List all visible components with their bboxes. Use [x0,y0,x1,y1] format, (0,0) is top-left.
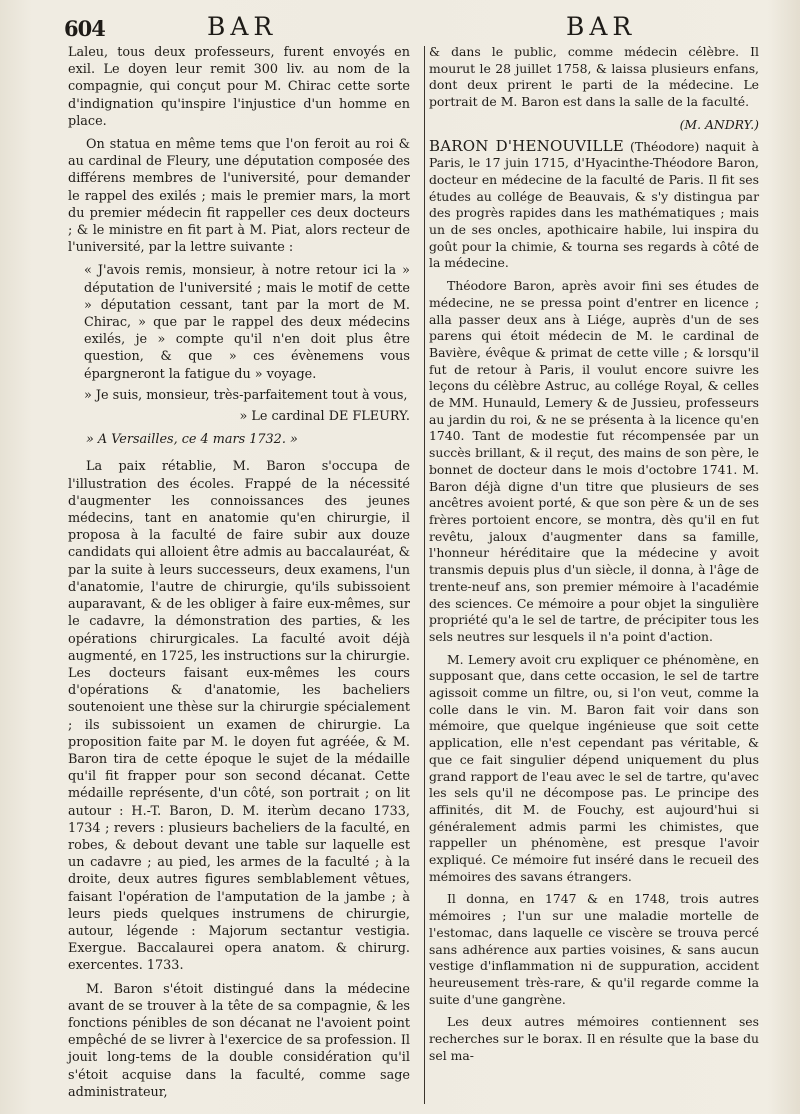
right-running-title: BAR [566,12,637,41]
paragraph: Les deux autres mémoires contiennent ses recherches sur le borax. Il en résulte que la base du sel ma- [429,1014,759,1063]
running-head [0,12,800,42]
quote-closing: » Je suis, monsieur, très-parfaitement tout à vous, [84,387,408,403]
letter-quote [68,262,410,404]
column-divider [424,46,425,1104]
left-column [68,44,410,1107]
entry [429,138,759,273]
left-running-title: BAR [207,12,278,41]
paragraph: M. Lemery avoit cru expliquer ce phénomène, en supposant que, dans cette occasion, le sel de tartre agissoit comme un filtre, ou, si l'on veut, comme la colle dans le vin. M. Baron fait voir dans son mémoire, que quelque ingénieuse que soit cette application, elle n'est cependant pas véritable, & que ce fait singulier dépend uniquement du plus grand rapport de l'eau avec le sel de tartre, qu'avec les sels qu'il ne décompose pas. Le principe des affinités, dit M. de Fouchy, est aujourd'hui si généralement admis parmi les chimistes, que rappeller un phénomène, est presque l'avoir expliqué. Ce mémoire fut inséré dans le recueil des mémoires des savans étrangers. [429,651,759,884]
paragraph: On statua en même tems que l'on feroit au roi & au cardinal de Fleury, une députation composée des différens membres de l'université, pour demander le rappel des exilés ; mais le premier mars, la mort du premier médecin fit rappeller ces deux docteurs ; & le ministre en fit part à M. Piat, alors recteur de l'université, par la lettre suivante : [68,137,410,256]
entry-heading: BARON D'HENOUVILLE [429,136,624,155]
letter-dateline: » A Versailles, ce 4 mars 1732. » [86,432,298,448]
right-column [429,44,759,1070]
paragraph: Théodore Baron, après avoir fini ses études de médecine, ne se pressa point d'entrer en licence ; alla passer deux ans à Liége, auprès d'un de ses parens qui étoit médecin de M. le cardinal de Bavière, évêque & primat de cette ville ; & lorsqu'il fut de retour à Paris, il voulut encore suivre les leçons du célèbre Astruc, au collége Royal, & celles de MM. Hunauld, Lemery & de Jussieu, professeurs au jardin du roi, & ne se présenta à la licence qu'en 1740. Tant de modestie fut récompensée par un succès brillant, & il reçut, des mains de son père, le bonnet de docteur dans le mois d'octobre 1741. M. Baron déjà digne d'un titre que plusieurs de ses ancêtres avoient porté, & que son père & un de ses frères portoient encore, se montra, dès qu'il en fut revêtu, jaloux d'augmenter dans sa famille, l'honneur héréditaire que la médecine y avoit transmis depuis plus d'un siècle, il donna, à l'âge de trente-neuf ans, son premier mémoire à l'académie des sciences. Ce mémoire a pour objet la singulière propriété qu'a le sel de tartre, de précipiter tous les sels neutres sur lesquels il n'a point d'action. [429,278,759,644]
article-author: (M. ANDRY.) [679,116,759,132]
entry-text: (Théodore) naquit à Paris, le 17 juin 1715, d'Hyacinthe-Théodore Baron, docteur en médecine de la faculté de Paris. Il fit ses études au collége de Beauvais, & s'y distingua par des progrès rapides dans les mathématiques ; mais un de ses oncles, apothicaire habile, lui inspira du goût pour la chimie, & tourna ses regards à côté de la médecine. [429,138,759,271]
paragraph: La paix rétablie, M. Baron s'occupa de l'illustration des écoles. Frappé de la nécessité d'augmenter les connoissances des jeunes médecins, tant en anatomie qu'en chirurgie, il proposa à la faculté de faire subir aux douze candidats qui alloient être admis au baccalauréat, & par la suite à leurs successeurs, deux examens, l'un d'anatomie, l'autre de chirurgie, qu'ils subissoient auparavant, & de les obliger à faire eux-mêmes, sur le cadavre, la démonstration des parties, & les opérations chirurgicales. La faculté avoit déjà augmenté, en 1725, les instructions sur la chirurgie. Les docteurs faisant eux-mêmes les cours d'opérations & d'anatomie, les bacheliers soutenoient une thèse sur la chirurgie spécialement ; ils subissoient un examen de chirurgie. La proposition faite par M. le doyen fut agréée, & M. Baron tira de cette époque le sujet de la médaille qu'il fit frapper pour son second décanat. Cette médaille représente, d'un côté, son portrait ; on lit autour : H.-T. Baron, D. M. iterùm decano 1733, 1734 ; revers : plusieurs bacheliers de la faculté, en robes, & debout devant une table sur laquelle est un cadavre ; au pied, les armes de la faculté ; à la droite, deux autres figures semblablement vêtues, faisant l'opération de l'amputation de la jambe ; à leurs pieds quelques instrumens de chirurgie, autour, légende : Majorum sectantur vestigia. Exergue. Baccalaurei opera anatom. & chirurg. exercentes. 1733. [68,459,410,974]
page-number: 604 [64,16,105,41]
paragraph: Laleu, tous deux professeurs, furent envoyés en exil. Le doyen leur remit 300 liv. au nom de la compagnie, qui conçut pour M. Chirac cette sorte d'indignation qu'inspire l'injustice d'un homme en place. [68,45,410,129]
quote-paragraph: « J'avois remis, monsieur, à notre retour ici la » députation de l'université ; mais le motif de cette » députation cessant, tant par la mort de M. Chirac, » que par le rappel des deux médecins exilés, je » compte qu'il n'en doit plus être question, & que » ces évènemens vous épargneront la fatigue du » voyage. [84,263,410,382]
paragraph: M. Baron s'étoit distingué dans la médecine avant de se trouver à la tête de sa compagnie, & les fonctions pénibles de son décanat ne l'avoient point empêché de se livrer à l'exercice de sa profession. Il jouit long-tems de la double considération qu'il s'étoit acquise dans la faculté, comme sage administrateur, [68,981,410,1100]
letter-signature: » Le cardinal DE FLEURY. [239,409,410,425]
paragraph: & dans le public, comme médecin célèbre. Il mourut le 28 juillet 1758, & laissa plusieurs enfans, dont deux prirent le parti de la médecine. Le portrait de M. Baron est dans la salle de la faculté. [429,44,759,110]
paragraph: Il donna, en 1747 & en 1748, trois autres mémoires ; l'un sur une maladie mortelle de l'estomac, dans laquelle ce viscère se trouva percé sans adhérence aux parties voisines, & sans aucun vestige d'inflammation ni de suppuration, accident heureusement très-rare, & qu'il regarde comme la suite d'une gangrène. [429,891,759,1007]
